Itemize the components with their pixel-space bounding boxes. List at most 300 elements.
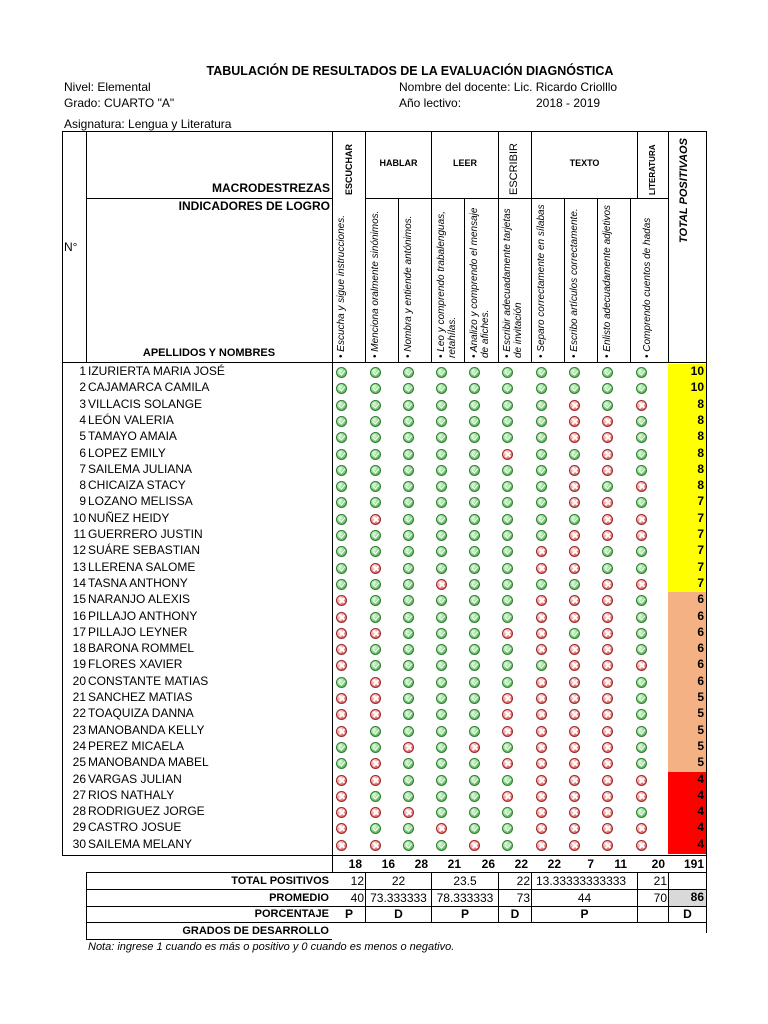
promedio-label: PROMEDIO bbox=[269, 892, 329, 904]
cross-icon bbox=[602, 677, 613, 688]
check-icon bbox=[469, 367, 480, 378]
row-number: 21 bbox=[72, 690, 86, 704]
check-icon bbox=[469, 514, 480, 525]
student-name: PEREZ MICAELA bbox=[88, 739, 185, 753]
check-icon bbox=[403, 465, 414, 476]
check-icon bbox=[336, 383, 347, 394]
cross-icon bbox=[536, 758, 547, 769]
check-icon bbox=[436, 432, 447, 443]
promedio-total: 86 bbox=[669, 890, 706, 906]
check-icon bbox=[469, 481, 480, 492]
check-icon bbox=[636, 383, 647, 394]
cross-icon bbox=[569, 660, 580, 671]
total-positivos-cell: 7 bbox=[668, 494, 706, 511]
check-icon bbox=[436, 481, 447, 492]
check-icon bbox=[403, 660, 414, 671]
grados-label: GRADOS DE DESARROLLO bbox=[182, 925, 329, 937]
cross-icon bbox=[502, 628, 513, 639]
check-icon bbox=[436, 660, 447, 671]
total-positivos-cell: 6 bbox=[668, 641, 706, 658]
cross-icon bbox=[569, 758, 580, 769]
cross-icon bbox=[569, 595, 580, 606]
check-icon bbox=[502, 465, 513, 476]
check-icon bbox=[636, 367, 647, 378]
cross-icon bbox=[569, 693, 580, 704]
docente-label: Nombre del docente: Lic. Ricardo Criolllo bbox=[399, 80, 618, 94]
student-name: TAMAYO AMAIA bbox=[88, 429, 177, 443]
check-icon bbox=[636, 677, 647, 688]
check-icon bbox=[636, 416, 647, 427]
cross-icon bbox=[536, 612, 547, 623]
check-icon bbox=[403, 432, 414, 443]
check-icon bbox=[502, 383, 513, 394]
check-icon bbox=[469, 709, 480, 720]
cross-icon bbox=[469, 742, 480, 753]
cross-icon bbox=[636, 660, 647, 671]
cross-icon bbox=[602, 693, 613, 704]
pct-escribir: D bbox=[510, 907, 520, 921]
check-icon bbox=[569, 367, 580, 378]
cross-icon bbox=[502, 791, 513, 802]
grado-label: Grado: CUARTO "A" bbox=[64, 96, 175, 110]
tp-hablar: 22 bbox=[391, 874, 406, 888]
check-icon bbox=[536, 579, 547, 590]
cross-icon bbox=[403, 742, 414, 753]
cross-icon bbox=[602, 628, 613, 639]
cross-icon bbox=[602, 579, 613, 590]
check-icon bbox=[502, 400, 513, 411]
prom-texto: 44 bbox=[577, 891, 592, 905]
cross-icon bbox=[336, 791, 347, 802]
check-icon bbox=[469, 563, 480, 574]
row-number: 24 bbox=[72, 739, 86, 753]
cross-icon bbox=[636, 791, 647, 802]
check-icon bbox=[436, 807, 447, 818]
student-name: NARANJO ALEXIS bbox=[88, 592, 191, 606]
cross-icon bbox=[636, 775, 647, 786]
check-icon bbox=[403, 726, 414, 737]
student-name: MANOBANDA MABEL bbox=[88, 755, 209, 769]
check-icon bbox=[469, 612, 480, 623]
check-icon bbox=[536, 416, 547, 427]
check-icon bbox=[370, 791, 381, 802]
cross-icon bbox=[569, 530, 580, 541]
total-positivos-cell: 7 bbox=[668, 576, 706, 593]
indicator-10: • Comprendo cuentos de hadas bbox=[642, 217, 653, 358]
check-icon bbox=[370, 742, 381, 753]
document-title: TABULACIÓN DE RESULTADOS DE LA EVALUACIÓN DIAGNÓSTICA bbox=[206, 64, 614, 78]
row-number: 18 bbox=[72, 641, 86, 655]
check-icon bbox=[370, 481, 381, 492]
column-sum: 22 bbox=[514, 857, 528, 871]
cross-icon bbox=[536, 546, 547, 557]
total-positivos-cell: 7 bbox=[668, 560, 706, 577]
check-icon bbox=[636, 644, 647, 655]
check-icon bbox=[602, 563, 613, 574]
cross-icon bbox=[602, 742, 613, 753]
student-name: SANCHEZ MATIAS bbox=[88, 690, 193, 704]
cross-icon bbox=[602, 416, 613, 427]
check-icon bbox=[569, 514, 580, 525]
check-icon bbox=[502, 514, 513, 525]
cross-icon bbox=[569, 400, 580, 411]
student-name: FLORES XAVIER bbox=[88, 657, 183, 671]
check-icon bbox=[403, 400, 414, 411]
student-name: MANOBANDA KELLY bbox=[88, 723, 205, 737]
check-icon bbox=[336, 367, 347, 378]
check-icon bbox=[502, 432, 513, 443]
check-icon bbox=[502, 595, 513, 606]
cross-icon bbox=[536, 563, 547, 574]
cross-icon bbox=[602, 514, 613, 525]
check-icon bbox=[403, 677, 414, 688]
prom-escribir: 73 bbox=[516, 891, 530, 905]
check-icon bbox=[403, 628, 414, 639]
check-icon bbox=[436, 612, 447, 623]
student-name: RIOS NATHALY bbox=[88, 788, 175, 802]
cross-icon bbox=[336, 775, 347, 786]
check-icon bbox=[403, 709, 414, 720]
student-name: PILLAJO LEYNER bbox=[88, 625, 188, 639]
cross-icon bbox=[602, 807, 613, 818]
cross-icon bbox=[370, 775, 381, 786]
check-icon bbox=[469, 497, 480, 508]
cross-icon bbox=[569, 677, 580, 688]
check-icon bbox=[469, 644, 480, 655]
check-icon bbox=[636, 612, 647, 623]
check-icon bbox=[569, 628, 580, 639]
row-number: 3 bbox=[79, 397, 86, 411]
check-icon bbox=[636, 742, 647, 753]
check-icon bbox=[569, 383, 580, 394]
check-icon bbox=[336, 432, 347, 443]
check-icon bbox=[502, 481, 513, 492]
check-icon bbox=[403, 514, 414, 525]
check-icon bbox=[502, 807, 513, 818]
cross-icon bbox=[602, 449, 613, 460]
check-icon bbox=[602, 546, 613, 557]
check-icon bbox=[436, 742, 447, 753]
cross-icon bbox=[536, 595, 547, 606]
check-icon bbox=[336, 677, 347, 688]
cross-icon bbox=[536, 823, 547, 834]
indicator-3: • Nombra y entiende antónimos. bbox=[403, 215, 414, 358]
anio-label: Año lectivo: bbox=[399, 96, 462, 110]
check-icon bbox=[370, 726, 381, 737]
row-number: 10 bbox=[72, 511, 86, 525]
total-positivos-cell: 6 bbox=[668, 657, 706, 674]
cross-icon bbox=[569, 726, 580, 737]
check-icon bbox=[403, 775, 414, 786]
cross-icon bbox=[536, 693, 547, 704]
column-sum: 11 bbox=[614, 857, 627, 871]
total-positivos-cell: 6 bbox=[668, 592, 706, 609]
cross-icon bbox=[636, 530, 647, 541]
check-icon bbox=[436, 644, 447, 655]
check-icon bbox=[436, 791, 447, 802]
check-icon bbox=[502, 677, 513, 688]
cross-icon bbox=[370, 693, 381, 704]
cross-icon bbox=[569, 775, 580, 786]
check-icon bbox=[436, 840, 447, 851]
column-sum: 20 bbox=[651, 857, 665, 871]
check-icon bbox=[436, 693, 447, 704]
check-icon bbox=[636, 449, 647, 460]
row-number: 13 bbox=[72, 560, 86, 574]
check-icon bbox=[469, 449, 480, 460]
student-name: GUERRERO JUSTIN bbox=[88, 527, 203, 541]
check-icon bbox=[403, 579, 414, 590]
cross-icon bbox=[569, 840, 580, 851]
row-number: 17 bbox=[72, 625, 86, 639]
check-icon bbox=[336, 514, 347, 525]
cross-icon bbox=[370, 514, 381, 525]
check-icon bbox=[370, 579, 381, 590]
cross-icon bbox=[636, 481, 647, 492]
row-number: 16 bbox=[72, 609, 86, 623]
column-sum: 16 bbox=[381, 857, 395, 871]
check-icon bbox=[436, 546, 447, 557]
cross-icon bbox=[536, 709, 547, 720]
check-icon bbox=[370, 383, 381, 394]
check-icon bbox=[436, 726, 447, 737]
check-icon bbox=[636, 546, 647, 557]
cross-icon bbox=[569, 497, 580, 508]
column-sum: 21 bbox=[447, 857, 461, 871]
prom-literatura: 70 bbox=[653, 891, 667, 905]
check-icon bbox=[436, 595, 447, 606]
check-icon bbox=[536, 530, 547, 541]
check-icon bbox=[436, 758, 447, 769]
group-leer: LEER bbox=[452, 158, 477, 168]
check-icon bbox=[636, 758, 647, 769]
total-positivos-cell: 6 bbox=[668, 625, 706, 642]
check-icon bbox=[436, 465, 447, 476]
row-number: 30 bbox=[72, 837, 86, 851]
cross-icon bbox=[336, 660, 347, 671]
check-icon bbox=[502, 579, 513, 590]
check-icon bbox=[469, 579, 480, 590]
indicator-6: • Escribir adecuadamente tarjetas de invitación bbox=[502, 208, 524, 358]
cross-icon bbox=[636, 514, 647, 525]
cross-icon bbox=[403, 807, 414, 818]
row-number: 29 bbox=[72, 820, 86, 834]
check-icon bbox=[469, 775, 480, 786]
check-icon bbox=[469, 660, 480, 671]
check-icon bbox=[469, 383, 480, 394]
check-icon bbox=[370, 644, 381, 655]
cross-icon bbox=[336, 595, 347, 606]
pct-texto: P bbox=[580, 907, 589, 921]
row-number: 14 bbox=[72, 576, 86, 590]
check-icon bbox=[502, 530, 513, 541]
indicator-4: • Leo y comprendo trabalenguas, retahílas. bbox=[436, 211, 458, 358]
cross-icon bbox=[536, 726, 547, 737]
cross-icon bbox=[336, 628, 347, 639]
check-icon bbox=[370, 449, 381, 460]
cross-icon bbox=[370, 840, 381, 851]
total-positivos-cell: 8 bbox=[668, 397, 706, 414]
row-number: 6 bbox=[79, 446, 86, 460]
indicator-7: • Separo correctamente en sílabas bbox=[536, 204, 547, 358]
check-icon bbox=[636, 595, 647, 606]
cross-icon bbox=[569, 465, 580, 476]
cross-icon bbox=[602, 660, 613, 671]
cross-icon bbox=[502, 758, 513, 769]
check-icon bbox=[436, 628, 447, 639]
check-icon bbox=[436, 497, 447, 508]
group-escuchar: ESCUCHAR bbox=[344, 143, 354, 195]
cross-icon bbox=[636, 840, 647, 851]
student-name: VILLACIS SOLANGE bbox=[88, 397, 203, 411]
student-name: RODRIGUEZ JORGE bbox=[88, 804, 205, 818]
check-icon bbox=[403, 449, 414, 460]
cross-icon bbox=[502, 709, 513, 720]
student-name: LOZANO MELISSA bbox=[88, 494, 193, 508]
check-icon bbox=[536, 449, 547, 460]
cross-icon bbox=[602, 726, 613, 737]
cross-icon bbox=[602, 644, 613, 655]
cross-icon bbox=[336, 840, 347, 851]
cross-icon bbox=[370, 563, 381, 574]
check-icon bbox=[436, 416, 447, 427]
check-icon bbox=[436, 367, 447, 378]
group-texto: TEXTO bbox=[569, 158, 600, 168]
check-icon bbox=[469, 416, 480, 427]
footnote: Nota: ingrese 1 cuando es más o positivo y 0 cuando es menos o negativo. bbox=[88, 941, 455, 953]
asignatura-label: Asignatura: Lengua y Literatura bbox=[64, 117, 232, 131]
total-positivos-cell: 10 bbox=[668, 364, 706, 381]
check-icon bbox=[636, 726, 647, 737]
check-icon bbox=[469, 432, 480, 443]
check-icon bbox=[436, 400, 447, 411]
student-name: TOAQUIZA DANNA bbox=[88, 706, 194, 720]
cross-icon bbox=[602, 791, 613, 802]
check-icon bbox=[403, 840, 414, 851]
column-sum: 28 bbox=[414, 857, 428, 871]
column-sum: 18 bbox=[348, 857, 362, 871]
cross-icon bbox=[569, 416, 580, 427]
check-icon bbox=[536, 367, 547, 378]
apellidos-header: APELLIDOS Y NOMBRES bbox=[142, 347, 276, 359]
cross-icon bbox=[370, 758, 381, 769]
check-icon bbox=[370, 367, 381, 378]
check-icon bbox=[502, 775, 513, 786]
indicadores-label: INDICADORES DE LOGRO bbox=[178, 199, 330, 213]
check-icon bbox=[536, 497, 547, 508]
cross-icon bbox=[636, 400, 647, 411]
check-icon bbox=[336, 563, 347, 574]
check-icon bbox=[436, 514, 447, 525]
cross-icon bbox=[536, 677, 547, 688]
total-positivos-cell: 8 bbox=[668, 446, 706, 463]
cross-icon bbox=[502, 726, 513, 737]
check-icon bbox=[403, 367, 414, 378]
check-icon bbox=[403, 823, 414, 834]
cross-icon bbox=[336, 709, 347, 720]
check-icon bbox=[403, 693, 414, 704]
check-icon bbox=[370, 465, 381, 476]
cross-icon bbox=[336, 644, 347, 655]
row-number: 20 bbox=[72, 674, 86, 688]
check-icon bbox=[502, 416, 513, 427]
check-icon bbox=[403, 481, 414, 492]
check-icon bbox=[436, 563, 447, 574]
row-number: 1 bbox=[79, 364, 86, 378]
check-icon bbox=[469, 400, 480, 411]
cross-icon bbox=[602, 840, 613, 851]
check-icon bbox=[602, 383, 613, 394]
cross-icon bbox=[502, 449, 513, 460]
check-icon bbox=[370, 416, 381, 427]
cross-icon bbox=[569, 807, 580, 818]
check-icon bbox=[636, 709, 647, 720]
total-positivos-cell: 8 bbox=[668, 429, 706, 446]
check-icon bbox=[469, 823, 480, 834]
total-positivos-cell: 4 bbox=[668, 837, 706, 854]
cross-icon bbox=[536, 644, 547, 655]
student-name: CASTRO JOSUE bbox=[88, 820, 182, 834]
cross-icon bbox=[336, 612, 347, 623]
pct-total: D bbox=[683, 907, 692, 921]
cross-icon bbox=[569, 709, 580, 720]
check-icon bbox=[403, 546, 414, 557]
check-icon bbox=[370, 400, 381, 411]
check-icon bbox=[336, 546, 347, 557]
check-icon bbox=[636, 693, 647, 704]
check-icon bbox=[469, 791, 480, 802]
check-icon bbox=[502, 644, 513, 655]
pct-escuchar: P bbox=[344, 907, 353, 921]
student-name: CONSTANTE MATIAS bbox=[88, 674, 209, 688]
check-icon bbox=[336, 497, 347, 508]
check-icon bbox=[403, 497, 414, 508]
cross-icon bbox=[536, 742, 547, 753]
check-icon bbox=[336, 416, 347, 427]
total-positivos-cell: 5 bbox=[668, 690, 706, 707]
check-icon bbox=[370, 612, 381, 623]
row-number: 5 bbox=[79, 429, 86, 443]
cross-icon bbox=[602, 758, 613, 769]
check-icon bbox=[469, 758, 480, 769]
check-icon bbox=[336, 742, 347, 753]
total-positivos-cell: 4 bbox=[668, 804, 706, 821]
student-name: LOPEZ EMILY bbox=[88, 446, 166, 460]
cross-icon bbox=[336, 823, 347, 834]
column-sum: 26 bbox=[481, 857, 495, 871]
check-icon bbox=[370, 823, 381, 834]
cross-icon bbox=[602, 530, 613, 541]
check-icon bbox=[370, 432, 381, 443]
group-hablar: HABLAR bbox=[379, 158, 418, 168]
check-icon bbox=[469, 530, 480, 541]
row-number: 23 bbox=[72, 723, 86, 737]
cross-icon bbox=[502, 693, 513, 704]
check-icon bbox=[403, 416, 414, 427]
row-number: 25 bbox=[72, 755, 86, 769]
check-icon bbox=[636, 807, 647, 818]
check-icon bbox=[502, 660, 513, 671]
row-number: 11 bbox=[73, 527, 86, 541]
student-name: LLERENA SALOME bbox=[88, 560, 196, 574]
student-name: TASNA ANTHONY bbox=[88, 576, 188, 590]
cross-icon bbox=[469, 840, 480, 851]
cross-icon bbox=[569, 791, 580, 802]
check-icon bbox=[536, 383, 547, 394]
cross-icon bbox=[569, 432, 580, 443]
check-icon bbox=[569, 449, 580, 460]
check-icon bbox=[502, 497, 513, 508]
